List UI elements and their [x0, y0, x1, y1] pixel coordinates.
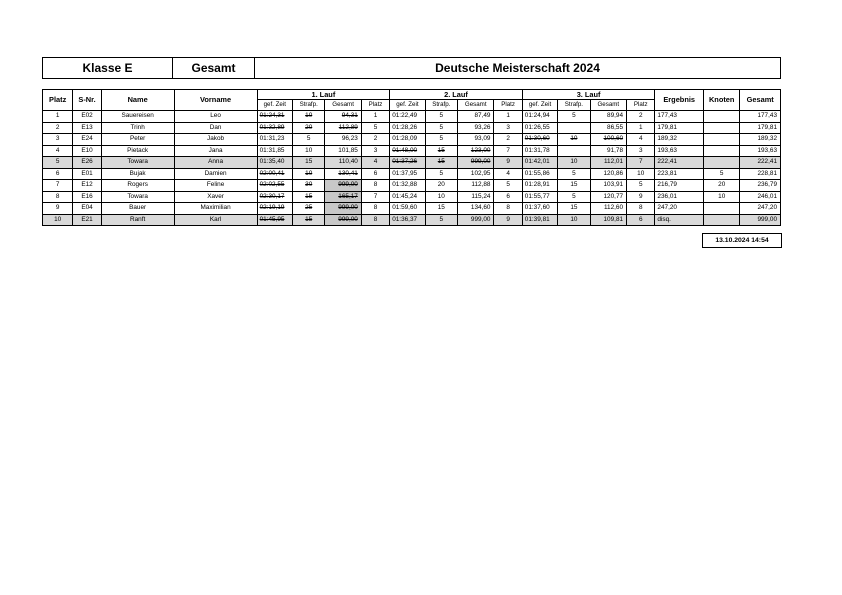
cell-snr: E01 — [73, 168, 101, 180]
cell-r1-gesamt: 999,00 — [325, 180, 361, 192]
cell-ergebnis: 193,63 — [655, 145, 704, 157]
cell-r1-gesamt: 94,31 — [325, 111, 361, 123]
col-run-3-sub-1: Strafp. — [558, 100, 590, 111]
cell-snr: E26 — [73, 157, 101, 169]
table-row — [43, 191, 781, 203]
cell-r1-straf: 15 — [293, 157, 325, 169]
cell-vorname: Xaver — [174, 191, 257, 203]
col-name: Name — [101, 90, 174, 111]
cell-snr: E04 — [73, 203, 101, 215]
cell-r2-platz: 5 — [494, 180, 522, 192]
table-row — [43, 145, 781, 157]
cell-r3-zeit: 01:28,91 — [522, 180, 557, 192]
cell-r2-platz: 4 — [494, 168, 522, 180]
cell-snr: E12 — [73, 180, 101, 192]
cell-knoten — [703, 111, 739, 123]
cell-r3-gesamt: 120,86 — [590, 168, 626, 180]
col-knoten: Knoten — [703, 90, 739, 111]
cell-r3-gesamt: 112,60 — [590, 203, 626, 215]
event-title: Deutsche Meisterschaft 2024 — [435, 61, 600, 75]
cell-vorname: Jana — [174, 145, 257, 157]
col-run-3: 3. Lauf — [522, 90, 655, 100]
col-run-2-sub-1: Strafp. — [425, 100, 457, 111]
cell-r1-gesamt: 96,23 — [325, 134, 361, 146]
cell-platz: 7 — [43, 180, 73, 192]
cell-ergebnis: 216,79 — [655, 180, 704, 192]
timestamp: 13.10.2024 14:54 — [702, 233, 782, 248]
cell-r2-gesamt: 112,88 — [458, 180, 494, 192]
cell-knoten — [703, 122, 739, 134]
cell-r3-straf: 15 — [558, 180, 590, 192]
cell-r3-gesamt: 91,78 — [590, 145, 626, 157]
cell-r1-platz: 2 — [361, 134, 389, 146]
table-row — [43, 134, 781, 146]
cell-name: Peter — [101, 134, 174, 146]
cell-r2-zeit: 01:37,26 — [390, 157, 425, 169]
cell-r2-straf: 5 — [425, 111, 457, 123]
cell-snr: E16 — [73, 191, 101, 203]
cell-platz: 1 — [43, 111, 73, 123]
cell-r2-gesamt: 999,00 — [458, 214, 494, 226]
cell-r3-platz: 3 — [627, 145, 655, 157]
cell-r2-platz: 8 — [494, 203, 522, 215]
cell-r3-straf: 15 — [558, 203, 590, 215]
cell-r1-platz: 5 — [361, 122, 389, 134]
col-run-3-sub-3: Platz — [627, 100, 655, 111]
cell-r2-gesamt: 134,60 — [458, 203, 494, 215]
col-run-1-sub-2: Gesamt — [325, 100, 361, 111]
cell-vorname: Maximilian — [174, 203, 257, 215]
cell-name: Towara — [101, 157, 174, 169]
cell-knoten: 20 — [703, 180, 739, 192]
cell-platz: 10 — [43, 214, 73, 226]
cell-r3-gesamt: 120,77 — [590, 191, 626, 203]
cell-knoten — [703, 134, 739, 146]
cell-ergebnis: 177,43 — [655, 111, 704, 123]
cell-r3-zeit: 01:37,60 — [522, 203, 557, 215]
cell-r2-zeit: 01:32,88 — [390, 180, 425, 192]
cell-r2-zeit: 01:59,60 — [390, 203, 425, 215]
cell-platz: 6 — [43, 168, 73, 180]
cell-r2-gesamt: 999,00 — [458, 157, 494, 169]
cell-r2-zeit: 01:22,49 — [390, 111, 425, 123]
col-run-1: 1. Lauf — [257, 90, 390, 100]
cell-r3-straf: 10 — [558, 214, 590, 226]
cell-r2-platz: 7 — [494, 145, 522, 157]
cell-r2-straf: 15 — [425, 203, 457, 215]
table-row — [43, 111, 781, 123]
results-table — [42, 89, 781, 226]
cell-platz: 9 — [43, 203, 73, 215]
cell-r3-straf: 5 — [558, 168, 590, 180]
cell-r3-gesamt: 100,60 — [590, 134, 626, 146]
cell-r1-zeit: 01:32,89 — [257, 122, 292, 134]
cell-r1-zeit: 02:02,55 — [257, 180, 292, 192]
cell-platz: 5 — [43, 157, 73, 169]
cell-total: 193,63 — [740, 145, 781, 157]
cell-knoten — [703, 157, 739, 169]
cell-r3-platz: 6 — [627, 214, 655, 226]
cell-vorname: Damien — [174, 168, 257, 180]
cell-platz: 4 — [43, 145, 73, 157]
cell-r3-platz: 1 — [627, 122, 655, 134]
cell-r1-zeit: 02:00,41 — [257, 168, 292, 180]
cell-total: 189,32 — [740, 134, 781, 146]
cell-r3-gesamt: 103,91 — [590, 180, 626, 192]
cell-ergebnis: 179,81 — [655, 122, 704, 134]
cell-r3-platz: 10 — [627, 168, 655, 180]
cell-r2-straf: 15 — [425, 145, 457, 157]
title-bar — [42, 57, 781, 79]
table-row — [43, 203, 781, 215]
cell-r1-platz: 4 — [361, 157, 389, 169]
cell-r1-platz: 1 — [361, 111, 389, 123]
cell-r3-gesamt: 109,81 — [590, 214, 626, 226]
cell-r1-straf: 5 — [293, 134, 325, 146]
cell-total: 228,81 — [740, 168, 781, 180]
col-run-2-sub-3: Platz — [494, 100, 522, 111]
cell-r2-straf: 5 — [425, 168, 457, 180]
cell-r2-gesamt: 123,00 — [458, 145, 494, 157]
col-run-1-sub-0: gef. Zeit — [257, 100, 292, 111]
cell-r3-platz: 2 — [627, 111, 655, 123]
cell-knoten — [703, 203, 739, 215]
cell-r3-platz: 9 — [627, 191, 655, 203]
cell-r2-zeit: 01:45,24 — [390, 191, 425, 203]
cell-ergebnis: 236,01 — [655, 191, 704, 203]
cell-snr: E02 — [73, 111, 101, 123]
cell-name: Ranft — [101, 214, 174, 226]
cell-r2-platz: 6 — [494, 191, 522, 203]
cell-r1-zeit: 01:31,23 — [257, 134, 292, 146]
cell-r1-platz: 8 — [361, 180, 389, 192]
table-row — [43, 214, 781, 226]
cell-knoten: 10 — [703, 191, 739, 203]
cell-r2-straf: 5 — [425, 214, 457, 226]
cell-r2-straf: 5 — [425, 134, 457, 146]
cell-name: Bujak — [101, 168, 174, 180]
cell-r2-straf: 15 — [425, 157, 457, 169]
cell-r3-zeit: 01:42,01 — [522, 157, 557, 169]
cell-ergebnis: 222,41 — [655, 157, 704, 169]
cell-r2-gesamt: 93,26 — [458, 122, 494, 134]
cell-r3-platz: 8 — [627, 203, 655, 215]
cell-ergebnis: 189,32 — [655, 134, 704, 146]
cell-r1-straf: 20 — [293, 122, 325, 134]
cell-name: Bauer — [101, 203, 174, 215]
cell-vorname: Leo — [174, 111, 257, 123]
cell-r1-straf: 30 — [293, 180, 325, 192]
cell-total: 247,20 — [740, 203, 781, 215]
cell-snr: E10 — [73, 145, 101, 157]
cell-r2-straf: 20 — [425, 180, 457, 192]
cell-r2-platz: 2 — [494, 134, 522, 146]
cell-r3-zeit: 01:39,81 — [522, 214, 557, 226]
col-run-3-sub-2: Gesamt — [590, 100, 626, 111]
cell-r1-gesamt: 999,00 — [325, 203, 361, 215]
cell-r3-platz: 7 — [627, 157, 655, 169]
col-run-2-sub-2: Gesamt — [458, 100, 494, 111]
cell-r1-zeit: 02:19,19 — [257, 203, 292, 215]
cell-r1-zeit: 01:24,31 — [257, 111, 292, 123]
cell-r1-straf: 15 — [293, 214, 325, 226]
cell-total: 999,00 — [740, 214, 781, 226]
cell-r2-gesamt: 115,24 — [458, 191, 494, 203]
cell-total: 246,01 — [740, 191, 781, 203]
cell-knoten: 5 — [703, 168, 739, 180]
cell-r3-straf: 5 — [558, 191, 590, 203]
cell-r2-platz: 9 — [494, 214, 522, 226]
cell-r3-platz: 5 — [627, 180, 655, 192]
cell-r3-straf — [558, 145, 590, 157]
cell-total: 177,43 — [740, 111, 781, 123]
cell-platz: 2 — [43, 122, 73, 134]
col-run-3-sub-0: gef. Zeit — [522, 100, 557, 111]
cell-r1-straf: 10 — [293, 168, 325, 180]
cell-total: 179,81 — [740, 122, 781, 134]
cell-name: Rogers — [101, 180, 174, 192]
cell-r1-platz: 8 — [361, 214, 389, 226]
cell-r3-zeit: 01:30,60 — [522, 134, 557, 146]
cell-r2-zeit: 01:37,95 — [390, 168, 425, 180]
cell-r1-gesamt: 165,17 — [325, 191, 361, 203]
cell-r3-zeit: 01:24,94 — [522, 111, 557, 123]
cell-r2-straf: 5 — [425, 122, 457, 134]
cell-r1-straf: 10 — [293, 111, 325, 123]
cell-r2-gesamt: 93,09 — [458, 134, 494, 146]
cell-r1-platz: 3 — [361, 145, 389, 157]
table-row — [43, 168, 781, 180]
cell-r3-straf: 10 — [558, 157, 590, 169]
cell-snr: E24 — [73, 134, 101, 146]
cell-r2-straf: 10 — [425, 191, 457, 203]
cell-knoten — [703, 214, 739, 226]
cell-r1-zeit: 01:35,40 — [257, 157, 292, 169]
cell-vorname: Anna — [174, 157, 257, 169]
cell-r1-straf: 15 — [293, 191, 325, 203]
col-run-1-sub-3: Platz — [361, 100, 389, 111]
cell-r2-platz: 3 — [494, 122, 522, 134]
cell-r1-gesamt: 130,41 — [325, 168, 361, 180]
cell-vorname: Jakob — [174, 134, 257, 146]
cell-r3-gesamt: 112,01 — [590, 157, 626, 169]
cell-platz: 8 — [43, 191, 73, 203]
table-row — [43, 180, 781, 192]
cell-r2-gesamt: 87,49 — [458, 111, 494, 123]
cell-r1-gesamt: 110,40 — [325, 157, 361, 169]
cell-total: 222,41 — [740, 157, 781, 169]
cell-r3-platz: 4 — [627, 134, 655, 146]
col-ergebnis: Ergebnis — [655, 90, 704, 111]
cell-name: Trinh — [101, 122, 174, 134]
cell-r2-zeit: 01:28,09 — [390, 134, 425, 146]
cell-name: Sauereisen — [101, 111, 174, 123]
cell-snr: E21 — [73, 214, 101, 226]
cell-r1-straf: 25 — [293, 203, 325, 215]
cell-r3-straf: 10 — [558, 134, 590, 146]
cell-r2-gesamt: 102,95 — [458, 168, 494, 180]
cell-r3-zeit: 01:55,86 — [522, 168, 557, 180]
cell-r3-straf: 5 — [558, 111, 590, 123]
cell-vorname: Karl — [174, 214, 257, 226]
cell-r1-platz: 8 — [361, 203, 389, 215]
cell-r1-platz: 7 — [361, 191, 389, 203]
cell-r1-gesamt: 112,89 — [325, 122, 361, 134]
cell-ergebnis: 223,81 — [655, 168, 704, 180]
cell-name: Towara — [101, 191, 174, 203]
col-gesamt: Gesamt — [740, 90, 781, 111]
cell-r3-gesamt: 89,94 — [590, 111, 626, 123]
cell-r1-gesamt: 101,85 — [325, 145, 361, 157]
cell-ergebnis: disq. — [655, 214, 704, 226]
cell-r3-gesamt: 86,55 — [590, 122, 626, 134]
col-run-2: 2. Lauf — [390, 90, 523, 100]
class-title: Klasse E — [43, 58, 173, 78]
cell-r2-zeit: 01:48,00 — [390, 145, 425, 157]
cell-r2-platz: 1 — [494, 111, 522, 123]
cell-r3-zeit: 01:55,77 — [522, 191, 557, 203]
col-vorname: Vorname — [174, 90, 257, 111]
table-row — [43, 122, 781, 134]
col-run-1-sub-1: Strafp. — [293, 100, 325, 111]
cell-r1-zeit: 02:30,17 — [257, 191, 292, 203]
table-row — [43, 157, 781, 169]
cell-r1-platz: 6 — [361, 168, 389, 180]
cell-vorname: Feline — [174, 180, 257, 192]
cell-vorname: Dan — [174, 122, 257, 134]
cell-knoten — [703, 145, 739, 157]
overall-title: Gesamt — [173, 58, 255, 78]
cell-r1-gesamt: 999,00 — [325, 214, 361, 226]
col-platz: Platz — [43, 90, 73, 111]
cell-r3-zeit: 01:31,78 — [522, 145, 557, 157]
cell-r2-platz: 9 — [494, 157, 522, 169]
cell-r1-straf: 10 — [293, 145, 325, 157]
cell-r1-zeit: 01:45,95 — [257, 214, 292, 226]
cell-name: Pietack — [101, 145, 174, 157]
cell-snr: E13 — [73, 122, 101, 134]
cell-platz: 3 — [43, 134, 73, 146]
cell-total: 236,79 — [740, 180, 781, 192]
cell-r3-straf — [558, 122, 590, 134]
col-snr: S-Nr. — [73, 90, 101, 111]
cell-r2-zeit: 01:28,26 — [390, 122, 425, 134]
cell-r3-zeit: 01:26,55 — [522, 122, 557, 134]
col-run-2-sub-0: gef. Zeit — [390, 100, 425, 111]
cell-r2-zeit: 01:36,37 — [390, 214, 425, 226]
cell-r1-zeit: 01:31,85 — [257, 145, 292, 157]
cell-ergebnis: 247,20 — [655, 203, 704, 215]
